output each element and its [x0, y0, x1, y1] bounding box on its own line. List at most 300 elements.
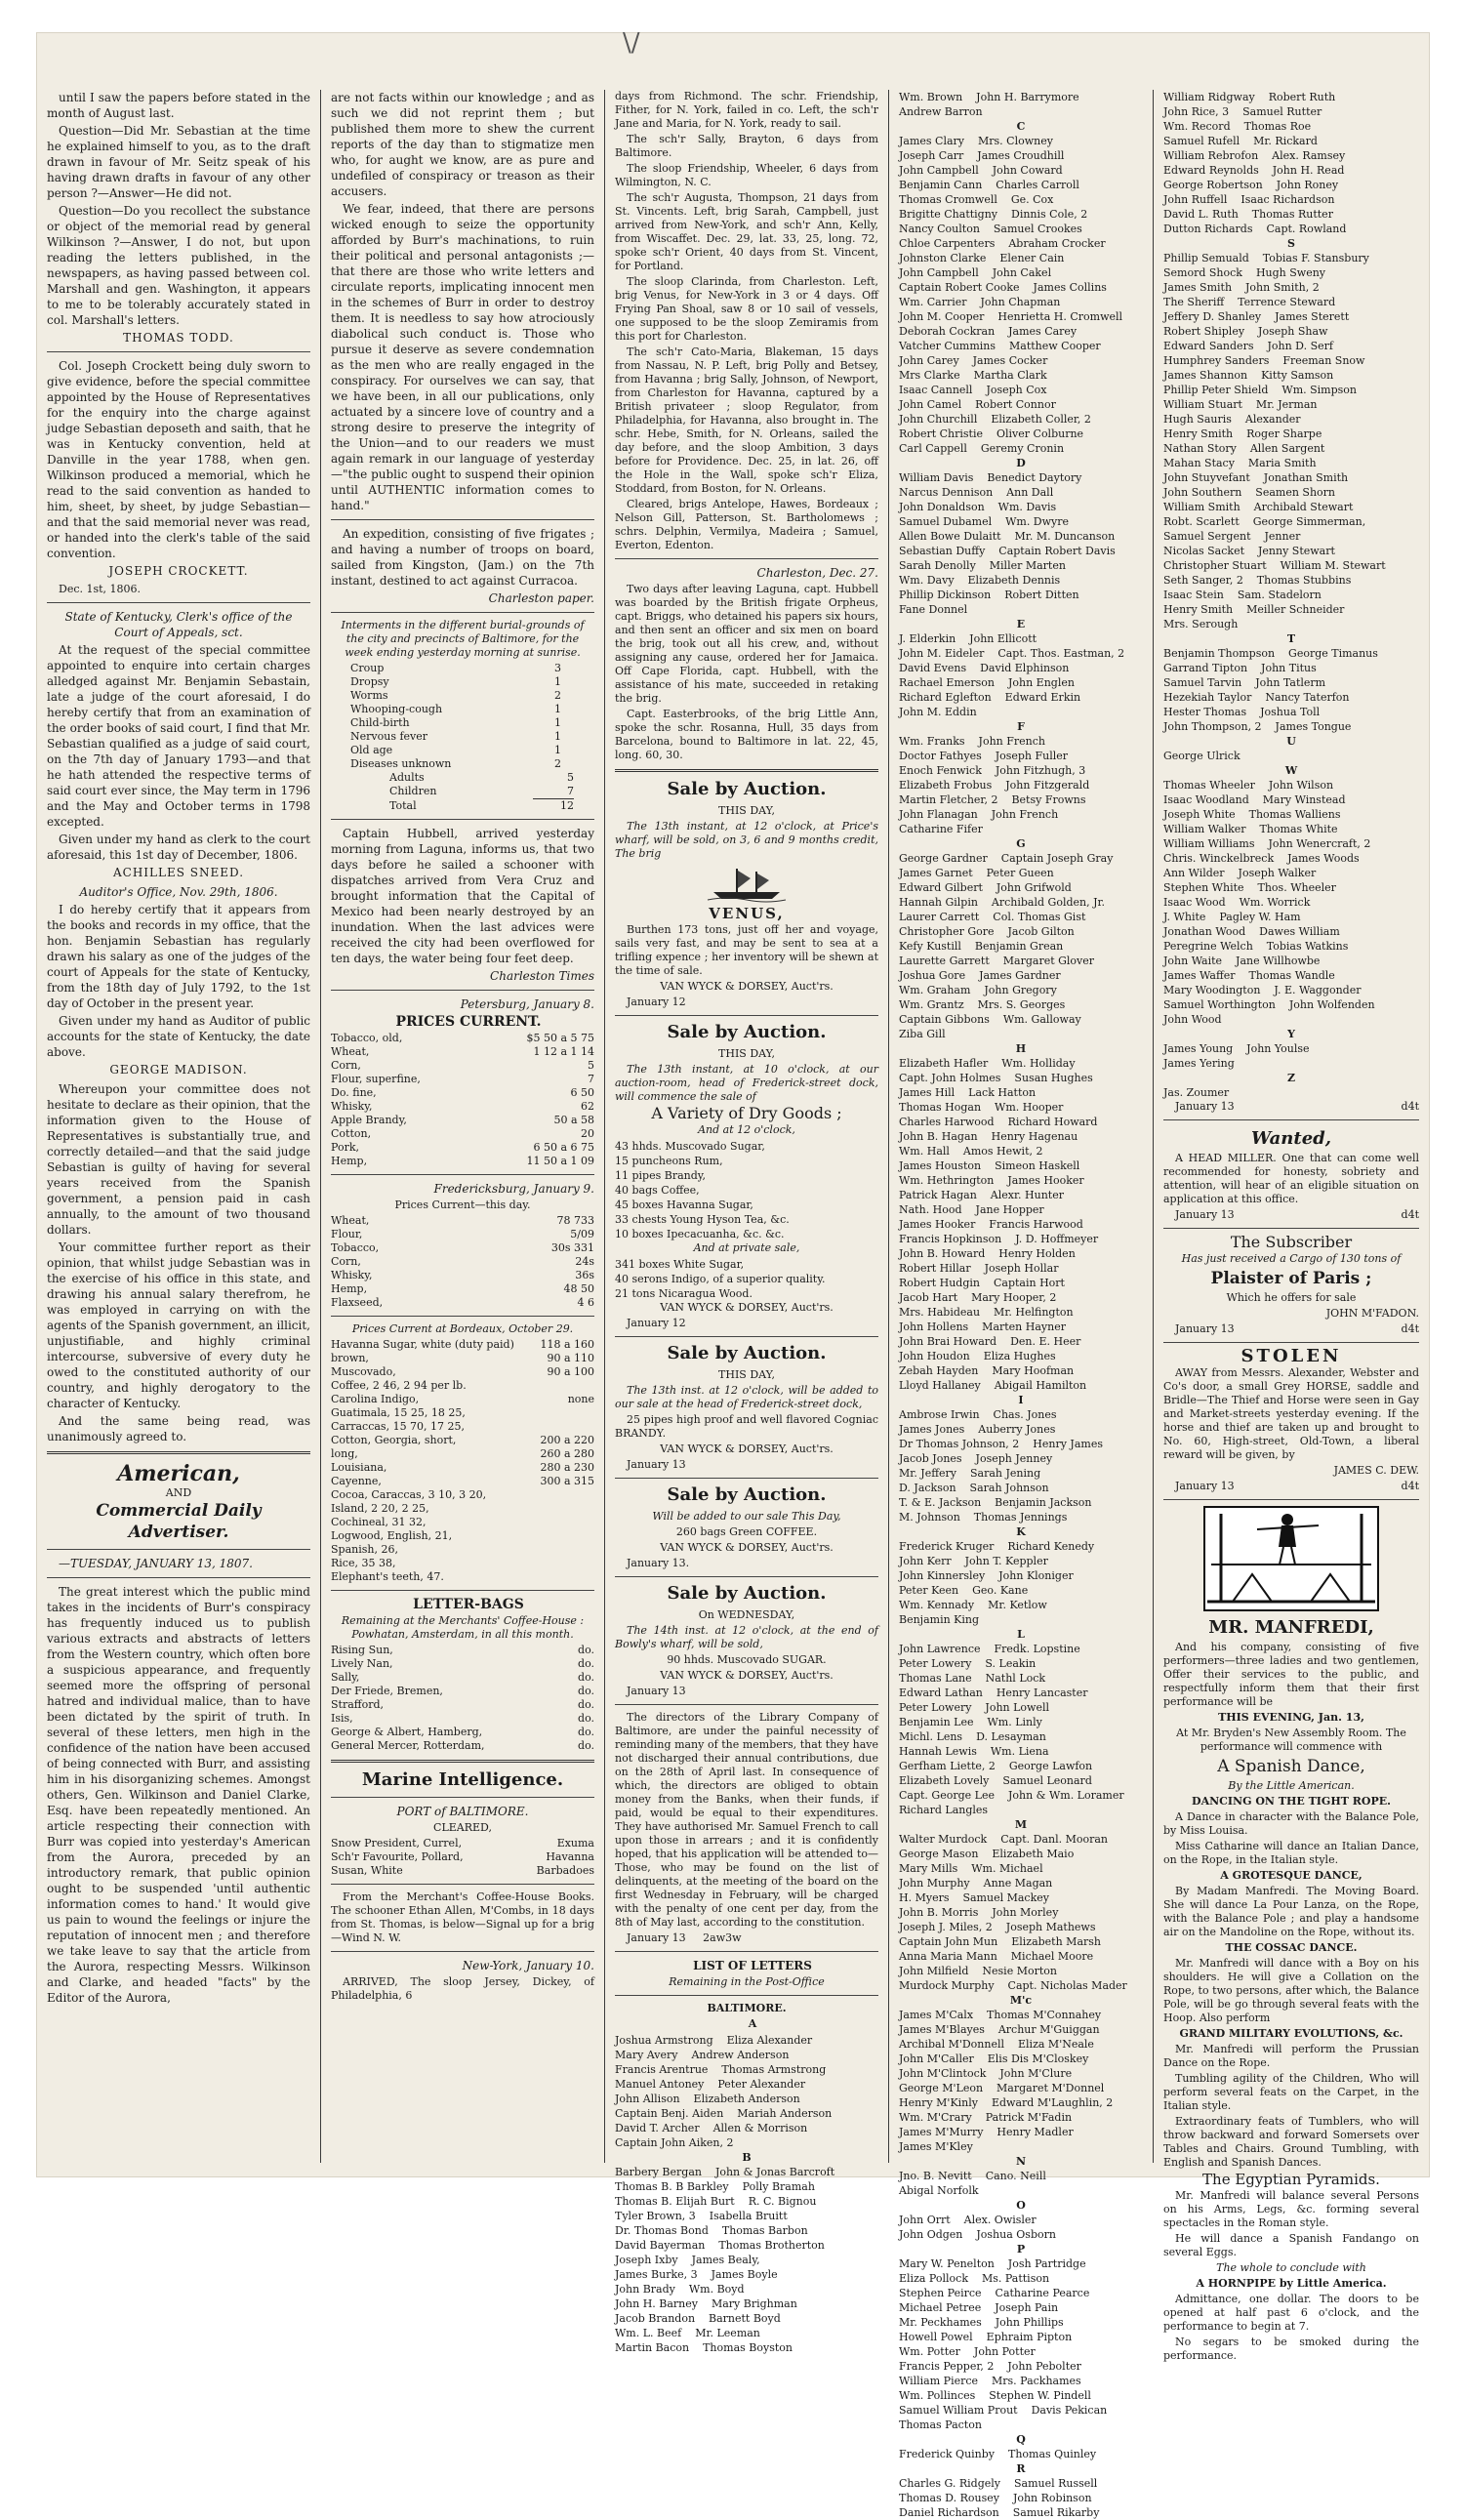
letter-entry: James Jones Auberry Jones — [899, 1423, 1056, 1436]
letter-entry: Ziba Gill — [899, 1028, 946, 1040]
letter-entry: John M'Caller Elis Dis M'Closkey — [899, 2053, 1089, 2065]
row-value: 5/09 — [570, 1228, 594, 1240]
price-row — [331, 1461, 594, 1475]
letter-entry: John Ruffell Isaac Richardson — [1163, 193, 1335, 206]
letters-section: T — [1286, 632, 1296, 645]
sale-body: 25 pipes high proof and well flavored Cogniac BRANDY. — [615, 1413, 878, 1440]
divider — [615, 1576, 878, 1577]
letter-entry: Peter Lowery S. Leakin — [899, 1657, 1037, 1670]
divider — [331, 1797, 594, 1798]
letter-entry: John Rice, 3 Samuel Rutter — [1163, 105, 1322, 118]
divider — [47, 1577, 310, 1578]
cleared-heading: CLEARED, — [433, 1821, 492, 1834]
row-label: Guatimala, 15 25, 18 25, — [331, 1406, 466, 1419]
row-value: 1 12 a 1 14 — [533, 1045, 594, 1058]
letter-entry: George Mason Elizabeth Maio — [899, 1848, 1075, 1860]
sale-terms: The 13th inst. at 12 o'clock, will be added to our sale at the head of Frederick-street dock, — [615, 1384, 878, 1410]
manfredi-body: Miss Catharine will dance an Italian Dance, on the Rope, in the Italian style. — [1163, 1840, 1419, 1866]
letter-bags-table — [331, 1644, 594, 1753]
letter-entry: Francis Pepper, 2 John Pebolter — [899, 2360, 1081, 2373]
letter-entry: M. Johnson Thomas Jennings — [899, 1511, 1068, 1524]
letter-entry: Joseph White Thomas Walliens — [1163, 808, 1341, 821]
letter-entry: David Bayerman Thomas Brotherton — [615, 2239, 825, 2252]
manfredi-feature: THE COSSAC DANCE. — [1225, 1941, 1358, 1954]
price-row — [331, 1241, 594, 1255]
divider — [47, 602, 310, 603]
letter-entry: Edward Sanders John D. Serf — [1163, 340, 1333, 352]
ship-woodcut-icon — [708, 865, 786, 902]
letter-bag-row — [331, 1698, 594, 1712]
letter-entry: John Stuyvefant Jonathan Smith — [1163, 471, 1349, 484]
row-value: Havanna — [546, 1850, 594, 1863]
sale-item: 11 pipes Brandy, — [615, 1169, 707, 1182]
sale-items-list — [615, 1257, 878, 1301]
subscriber-line: Which he offers for sale — [1226, 1291, 1357, 1304]
row-label: Tobacco, old, — [331, 1032, 403, 1044]
manfredi-feature: A Spanish Dance, — [1217, 1757, 1365, 1776]
letter-entry: John Orrt Alex. Owisler — [899, 2214, 1037, 2226]
ad-date: January 13 — [627, 1685, 686, 1697]
row-label: Worms — [350, 689, 388, 702]
paragraph: An expedition, consisting of five frigates ; and having a number of troops on board, sailed from Kingston, (Jam.) on the 7th instant, destined to act against Curracoa. — [331, 527, 594, 588]
letter-entry: Seth Sanger, 2 Thomas Stubbins — [1163, 574, 1352, 587]
letters-section: W — [1284, 764, 1298, 777]
row-label: Corn, — [331, 1059, 361, 1072]
column-3 — [605, 90, 888, 2354]
paragraph: The sch'r Cato-Maria, Blakeman, 15 days from Nassau, N. P. Left, brig Polly and Betsey, from Havanna ; brig Sally, Johnson, of Newport, from Charleston for Havanna, captured by a British privateer ; sloop Regulator, from Philadelphia, for Havanna, also brought in. The schr. Hebe, Smith, for N. Orleans, sailed the day before, and the sloop Ambition, 3 days before for Providence. Dec. 25, in lat. 26, off the Hole in the Wall, spoke sch'r Eliza, Stoddard, from Boston, for N. Orleans. — [615, 345, 878, 495]
auctioneer: VAN WYCK & DORSEY, Auct'rs. — [660, 1301, 834, 1314]
newspaper-page — [37, 28, 1429, 2519]
letter-entry: Robert Shipley Joseph Shaw — [1163, 325, 1328, 338]
row-value: Exuma — [556, 1837, 594, 1849]
letter-entry: Carl Cappell Geremy Cronin — [899, 442, 1065, 455]
letter-entry: T. & E. Jackson Benjamin Jackson — [899, 1496, 1092, 1509]
row-label: Cayenne, — [331, 1475, 382, 1487]
letter-entry: John M'Clintock John M'Clure — [899, 2067, 1073, 2080]
row-label: Nervous fever — [350, 730, 428, 743]
row-value: none — [567, 1393, 594, 1405]
letters-section: R — [1016, 2462, 1026, 2475]
letter-entry: Henry M'Kinly Edward M'Laughlin, 2 — [899, 2096, 1114, 2109]
paragraph: I do hereby certify that it appears from the books and records in my office, that the hon. Benjamin Sebastian has regularly drawn his salary as one of the judges of the court of Appeals for the state of Kentucky, from the 18th day of July 1792, to the 1st day of October in the present year. — [47, 903, 310, 1010]
row-label: Der Friede, Bremen, — [331, 1685, 443, 1697]
letter-entry: Captain John Mun Elizabeth Marsh — [899, 1935, 1101, 1948]
subscriber-product: Plaister of Paris ; — [1210, 1269, 1372, 1288]
letter-entry: Anna Maria Mann Michael Moore — [899, 1950, 1094, 1963]
letter-entry: Edward Reynolds John H. Read — [1163, 164, 1345, 177]
ad-date — [1163, 1480, 1419, 1493]
letter-entry: Wm. Brown John H. Barrymore — [899, 91, 1079, 103]
state-heading: State of Kentucky, Clerk's office of the Court of Appeals, sct. — [64, 610, 293, 639]
letter-entry: Daniel Richardson Samuel Rikarby — [899, 2506, 1100, 2519]
letter-entry: Capt. John Holmes Susan Hughes — [899, 1072, 1093, 1084]
letter-entry: Francis Hopkinson J. D. Hoffmeyer — [899, 1233, 1099, 1245]
row-label: Cotton, Georgia, short, — [331, 1434, 457, 1446]
price-row — [331, 1543, 594, 1557]
letter-entry: Isaac Woodland Mary Winstead — [1163, 793, 1346, 806]
interment-row — [350, 675, 561, 689]
letter-entry: Murdock Murphy Capt. Nicholas Mader — [899, 1979, 1127, 1992]
row-label: Tobacco, — [331, 1241, 380, 1254]
prices-subheading: Prices Current—this day. — [394, 1199, 531, 1211]
letter-entry: Enoch Fenwick John Fitzhugh, 3 — [899, 764, 1086, 777]
price-row — [331, 1557, 594, 1570]
letter-entry: Wm. Pollinces Stephen W. Pindell — [899, 2389, 1091, 2402]
letter-entry: Stephen Peirce Catharine Pearce — [899, 2287, 1090, 2299]
letters-section: P — [1016, 2243, 1026, 2256]
ad-date — [1163, 1322, 1419, 1336]
row-value: 1 — [554, 675, 561, 688]
divider — [615, 1704, 878, 1705]
row-label: Flaxseed, — [331, 1296, 384, 1309]
letter-entry: Thomas B. Elijah Burt R. C. Bignou — [615, 2195, 817, 2208]
stolen-signature: JAMES C. DEW. — [1333, 1464, 1419, 1477]
letter-entry: Richard Langles — [899, 1804, 989, 1816]
letter-entry: Nathan Story Allen Sargent — [1163, 442, 1325, 455]
ad-date — [1163, 1208, 1419, 1222]
row-label: Spanish, 26, — [331, 1543, 398, 1556]
letter-entry: Andrew Barron — [899, 105, 983, 118]
coffee-house-note: From the Merchant's Coffee-House Books. The schooner Ethan Allen, M'Combs, in 18 days from St. Thomas, is below—Signal up for a brig—Wind N. W. — [331, 1890, 594, 1944]
letter-entry: H. Myers Samuel Mackey — [899, 1891, 1049, 1904]
row-value — [534, 1406, 594, 1420]
letter-entry: Mr. Jeffery Sarah Jening — [899, 1467, 1041, 1480]
letter-bag-row — [331, 1712, 594, 1726]
ship-name: VENUS, — [709, 905, 785, 922]
paragraph: Col. Joseph Crockett being duly sworn to give evidence, before the special committee appointed by the House of Representatives for the enquiry into the charge against judge Sebastian deposeth and saith, that he was in Kentucky convention, held at Danville in the year 1788, when gen. Wilkinson produced a memorial, which he read to the said convention as handed to him, sheet, by sheet, by judge Sebastian—and that the said memorial never was read, or handed into the clerk's table of the said convention. — [47, 359, 310, 560]
divider — [615, 1995, 878, 1996]
paragraph: are not facts within our knowledge ; and as such we did not reprint them ; but published them more to shew the current reports of the day than to stigmatize men who, for aught we know, are as pure and undefiled of conspiracy or treason as their accusers. — [331, 91, 594, 198]
signature: ACHILLES SNEED. — [112, 866, 245, 879]
letter-entry: John Wood — [1163, 1013, 1222, 1026]
row-value: do. — [578, 1726, 594, 1738]
divider — [615, 1951, 878, 1952]
letter-entry: Henry Smith Meiller Schneider — [1163, 603, 1345, 616]
letter-entry: Ann Wilder Joseph Walker — [1163, 867, 1317, 879]
letters-section: U — [1286, 735, 1296, 748]
auctioneer: VAN WYCK & DORSEY, Auct'rs. — [660, 980, 834, 993]
letter-bag-row — [331, 1726, 594, 1739]
letter-entry: John Camel Robert Connor — [899, 398, 1056, 411]
letters-section: L — [1017, 1628, 1025, 1641]
letter-entry: John Flanagan John French — [899, 808, 1059, 821]
sale-goods-heading: A Variety of Dry Goods ; — [651, 1104, 842, 1122]
letter-entry: Captain Robert Cooke James Collins — [899, 281, 1107, 294]
letter-entry: Barbery Bergan John & Jonas Barcroft — [615, 2166, 835, 2178]
letter-entry: Nicolas Sacket Jenny Stewart — [1163, 545, 1335, 557]
masthead-subtitle: Commercial Daily Advertiser. — [96, 1501, 262, 1542]
price-row — [331, 1529, 594, 1543]
ad-date — [1163, 1100, 1419, 1114]
ad-code: d4t — [1401, 1100, 1419, 1113]
row-value — [534, 1516, 594, 1529]
paragraph: Two days after leaving Laguna, capt. Hubbell was boarded by the British frigate Orpheus, capt. Briggs, who detained his papers six hours, and then sent an officer and six men on board the brig, took out all his crew, and, without assigning any cause, ordered her for Jamaica. Off Cape Florida, capt. Hubbell, with the assistance of his mate, succeeded in retaking the brig. — [615, 583, 878, 705]
letter-entry: Wm. Graham John Gregory — [899, 984, 1057, 996]
price-row — [331, 1352, 594, 1365]
price-row — [331, 1488, 594, 1502]
paragraph: Whereupon your committee does not hesitate to declare as their opinion, that the information given to the House of Representatives is substantially true, and correctly detailed—and that the said judge Sebastian is guilty of having for several years received from the Spanish government, a pension paid in cash annually, to the amount of two thousand dollars. — [47, 1082, 310, 1237]
paragraph: Cleared, brigs Antelope, Hawes, Bordeaux ; Nelson Gill, Patterson, St. Bartholomews ; schrs. Delphin, Vermilya, Madeira ; Samuel, Everton, Edenton. — [615, 498, 878, 551]
letter-entry: James Hooker Francis Harwood — [899, 1218, 1083, 1231]
paragraph: Capt. Easterbrooks, of the brig Little Ann, spoke the schr. Rosanna, Hull, 35 days from Barcelona, bound to Baltimore in lat. 22, 45, long. 60, 30. — [615, 708, 878, 761]
letter-bag-row — [331, 1657, 594, 1671]
letter-entry: Robert Hillar Joseph Hollar — [899, 1262, 1059, 1275]
letter-entry: James Yering — [1163, 1057, 1235, 1070]
letters-section: H — [1015, 1042, 1027, 1055]
row-value — [534, 1502, 594, 1516]
signature: GEORGE MADISON. — [109, 1063, 248, 1077]
row-value: 48 50 — [563, 1282, 594, 1295]
letter-entry: Abigal Norfolk — [899, 2184, 979, 2197]
divider — [615, 769, 878, 772]
letter-entry: Mary W. Penelton Josh Partridge — [899, 2257, 1086, 2270]
paragraph: Given under my hand as Auditor of public accounts for the state of Kentucky, the date above. — [47, 1014, 310, 1059]
price-row — [331, 1296, 594, 1310]
letter-entry: John B. Howard Henry Holden — [899, 1247, 1076, 1260]
divider — [331, 1884, 594, 1885]
letter-bags-subheading: Remaining at the Merchants' Coffee-House : Powhatan, Amsterdam, in all this month. — [341, 1614, 585, 1641]
row-value: 24s — [575, 1255, 594, 1268]
letter-entry: John B. Hagan Henry Hagenau — [899, 1130, 1078, 1143]
interment-row — [350, 730, 561, 744]
letter-entry: Benjamin King — [899, 1613, 980, 1626]
row-value: do. — [578, 1739, 594, 1752]
sale-item: 40 bags Coffee, — [615, 1184, 700, 1197]
letter-entry: Mary Mills Wm. Michael — [899, 1862, 1043, 1875]
date: January 13 — [1175, 1100, 1235, 1113]
letter-entry: Jno. B. Nevitt Cano. Neill — [899, 2170, 1046, 2182]
label: Children — [389, 785, 437, 797]
manfredi-body: A Dance in character with the Balance Pole, by Miss Louisa. — [1163, 1810, 1419, 1837]
interments-heading: Interments in the different burial-grounds of the city and precincts of Baltimore, for the week ending yesterday morning at sunrise. — [341, 619, 585, 659]
letter-entry: Eliza Pollock Ms. Pattison — [899, 2272, 1050, 2285]
row-label: Snow President, Currel, — [331, 1837, 463, 1849]
divider — [615, 1478, 878, 1479]
letter-entry: Jacob Jones Joseph Jenney — [899, 1452, 1053, 1465]
letter-entry: John M. Eddin — [899, 706, 977, 718]
divider — [615, 558, 878, 559]
letter-entry: John Murphy Anne Magan — [899, 1877, 1053, 1890]
letter-entry: John Odgen Joshua Osborn — [899, 2228, 1056, 2241]
row-label: Whisky, — [331, 1269, 373, 1281]
row-value — [534, 1488, 594, 1502]
letter-entry: Jonathan Wood Dawes William — [1163, 925, 1340, 938]
interment-row — [350, 716, 561, 730]
row-value — [534, 1557, 594, 1570]
letter-entry: Isaac Stein Sam. Stadelorn — [1163, 589, 1322, 601]
manfredi-feature: DANCING ON THE TIGHT ROPE. — [1192, 1795, 1391, 1808]
letter-entry: James M'Murry Henry Madler — [899, 2126, 1074, 2138]
value: 5 — [567, 771, 574, 784]
manfredi-feature: A GROTESQUE DANCE, — [1220, 1869, 1362, 1882]
paragraph: The sch'r Sally, Brayton, 6 days from Baltimore. — [615, 133, 878, 159]
letter-entry: William Walker Thomas White — [1163, 823, 1338, 835]
letter-entry: Humphrey Sanders Freeman Snow — [1163, 354, 1365, 367]
paragraph: Captain Hubbell, arrived yesterday morning from Laguna, informs us, that two days before he sailed a schooner with dispatches arrived from Vera Cruz and brought information that the Capital of Mexico had been nearly destroyed by an inundation. When the last advices were received the city had been overflowed for ten days, the water being four feet deep. — [331, 827, 594, 965]
letter-entry: Benjamin Thompson George Timanus — [1163, 647, 1378, 660]
letter-entry: Wm. Davy Elizabeth Dennis — [899, 574, 1061, 587]
divider — [47, 351, 310, 352]
price-row — [331, 1255, 594, 1269]
divider — [331, 990, 594, 991]
letter-entry: Hugh Sauris Alexander — [1163, 413, 1301, 426]
letter-entry: Allen Bowe Dulaitt Mr. M. Duncanson — [899, 530, 1116, 543]
letters-section: M'c — [1009, 1994, 1033, 2007]
letter-entry: James Garnet Peter Gueen — [899, 867, 1054, 879]
letter-entry: Wm. M'Crary Patrick M'Fadin — [899, 2111, 1073, 2124]
letter-entry: Chloe Carpenters Abraham Crocker — [899, 237, 1106, 250]
letter-entry: John Campbell John Cakel — [899, 266, 1052, 279]
sale-item: 341 boxes White Sugar, — [615, 1258, 745, 1271]
row-value: 62 — [581, 1100, 594, 1113]
divider — [331, 1174, 594, 1175]
letter-entry: Thomas Cromwell Ge. Cox — [899, 193, 1054, 206]
price-row — [331, 1155, 594, 1168]
letter-entry: James M'Calx Thomas M'Connahey — [899, 2009, 1102, 2021]
row-value: 50 a 58 — [553, 1114, 594, 1126]
dateline: Charleston, Dec. 27. — [756, 566, 878, 580]
price-row — [331, 1269, 594, 1282]
letter-entry: Elizabeth Hafler Wm. Holliday — [899, 1057, 1076, 1070]
letter-entry: Dutton Richards Capt. Rowland — [1163, 223, 1347, 235]
letter-entry: William Stuart Mr. Jerman — [1163, 398, 1318, 411]
row-value: 4 6 — [577, 1296, 594, 1309]
letter-entry: Gerfham Liette, 2 George Lawfon — [899, 1760, 1093, 1772]
letter-entry: Thomas Wheeler John Wilson — [1163, 779, 1334, 792]
manfredi-body: No segars to be smoked during the performance. — [1163, 2336, 1419, 2362]
letter-entry: Mrs. Serough — [1163, 618, 1239, 630]
letter-entry: Mrs Clarke Martha Clark — [899, 369, 1047, 382]
ad-code: d4t — [1401, 1322, 1419, 1335]
letter-entry: Thomas Hogan Wm. Hooper — [899, 1101, 1064, 1114]
subscriber-line: Has just received a Cargo of 130 tons of — [1181, 1252, 1402, 1265]
row-label: Cotton, — [331, 1127, 372, 1140]
sale-body: 90 hhds. Muscovado SUGAR. — [667, 1653, 827, 1666]
letter-entry: Vatcher Cummins Matthew Cooper — [899, 340, 1101, 352]
letter-entry: Laurer Carrett Col. Thomas Gist — [899, 911, 1086, 923]
letter-entry: Mr. Peckhames John Phillips — [899, 2316, 1064, 2329]
row-label: Cochineal, 31 32, — [331, 1516, 427, 1528]
letter-entry: Sebastian Duffy Captain Robert Davis — [899, 545, 1116, 557]
letter-entry: James Houston Simeon Haskell — [899, 1159, 1080, 1172]
row-label: Muscovado, — [331, 1365, 396, 1378]
price-row — [331, 1420, 594, 1434]
row-label: Sally, — [331, 1671, 360, 1684]
letter-entry: Stephen White Thos. Wheeler — [1163, 881, 1336, 894]
letter-entry: Jeffery D. Shanley James Sterett — [1163, 310, 1350, 323]
letter-entry: William Smith Archibald Stewart — [1163, 501, 1354, 513]
letter-entry: The Sheriff Terrence Steward — [1163, 296, 1336, 308]
letters-list — [1163, 90, 1419, 1100]
sale-heading: Sale by Auction. — [667, 1022, 827, 1042]
letter-entry: Johnston Clarke Elener Cain — [899, 252, 1065, 264]
letter-entry: David Evens David Elphinson — [899, 662, 1070, 674]
row-value: 300 a 315 — [540, 1475, 594, 1487]
cleared-row — [331, 1837, 594, 1850]
letter-entry: James Shannon Kitty Samson — [1163, 369, 1334, 382]
letter-entry: Tyler Brown, 3 Isabella Bruitt — [615, 2210, 788, 2222]
letter-entry: Manuel Antoney Peter Alexander — [615, 2078, 806, 2091]
letter-bags-heading: LETTER-BAGS — [413, 1597, 524, 1612]
price-row — [331, 1214, 594, 1228]
row-value: do. — [578, 1644, 594, 1656]
row-label: Rising Sun, — [331, 1644, 393, 1656]
letter-entry: Francis Arentrue Thomas Armstrong — [615, 2063, 827, 2076]
row-value: do. — [578, 1698, 594, 1711]
row-label: Dropsy — [350, 675, 389, 688]
letter-entry: Phillip Semuald Tobias F. Stansbury — [1163, 252, 1369, 264]
row-label: Isis, — [331, 1712, 353, 1725]
masthead-and: AND — [165, 1486, 192, 1499]
row-label: Rice, 35 38, — [331, 1557, 396, 1569]
manfredi-body: And his company, consisting of five performers—three ladies and two gentlemen, Offer their services to the public, and respectfully inform them that their first performance will be — [1163, 1641, 1419, 1708]
subscriber-heading: The Subscriber — [1230, 1233, 1353, 1251]
letter-entry: Frederick Kruger Richard Kenedy — [899, 1540, 1095, 1553]
subscriber-signature: JOHN M'FADON. — [1325, 1307, 1419, 1320]
row-label: Apple Brandy, — [331, 1114, 407, 1126]
letter-bag-row — [331, 1644, 594, 1657]
wanted-body: A HEAD MILLER. One that can come well recommended for honesty, sobriety and attention, will hear of an eligible situation on application at this office. — [1163, 1152, 1419, 1205]
letters-city: BALTIMORE. — [707, 2002, 787, 2014]
divider — [331, 1316, 594, 1317]
letters-section: F — [1017, 720, 1025, 733]
row-label: Elephant's teeth, 47. — [331, 1570, 444, 1583]
letter-entry: Chris. Winckelbreck James Woods — [1163, 852, 1360, 865]
letter-entry: Mary Avery Andrew Anderson — [615, 2049, 790, 2061]
row-label: Croup — [350, 662, 385, 674]
manfredi-heading: MR. MANFREDI, — [1208, 1617, 1374, 1638]
row-value: 5 — [588, 1059, 594, 1072]
row-label: Wheat, — [331, 1045, 370, 1058]
letter-entry: J. White Pagley W. Ham — [1163, 911, 1301, 923]
row-value: 30s 331 — [550, 1241, 594, 1254]
manfredi-body: Mr. Manfredi will perform the Prussian Dance on the Rope. — [1163, 2043, 1419, 2069]
letters-section: Q — [1016, 2433, 1026, 2446]
divider — [331, 819, 594, 820]
letter-bag-row — [331, 1671, 594, 1685]
letter-entry: John Churchill Elizabeth Coller, 2 — [899, 413, 1091, 426]
price-row — [331, 1228, 594, 1241]
divider — [1163, 1499, 1419, 1500]
sale-item: 43 hhds. Muscovado Sugar, — [615, 1140, 765, 1153]
letter-entry: John Carey James Cocker — [899, 354, 1048, 367]
row-label: Havanna Sugar, white (duty paid) — [331, 1338, 514, 1351]
paragraph: Your committee further report as their opinion, that whilst judge Sebastian was in the exercise of his office in this state, and drawing his annual salary therefrom, he was employed in carrying on with the agents of the Spanish government, an illicit, unjustifiable, and highly criminal intercourse, subversive of every duty he owed to the constituted authority of our country, and highly derogatory to the character of Kentucky. — [47, 1240, 310, 1410]
row-label: Island, 2 20, 2 25, — [331, 1502, 429, 1515]
ad-date: January 13 — [627, 1458, 686, 1471]
letter-entry: Mrs. Habideau Mr. Helfington — [899, 1306, 1074, 1319]
letter-entry: John Waite Jane Willhowbe — [1163, 955, 1321, 967]
divider — [615, 1336, 878, 1337]
row-label: brown, — [331, 1352, 369, 1364]
ad-date — [615, 1931, 878, 1945]
sale-body: Burthen 173 tons, just off her and voyage, sails very fast, and may be sent to sea at a trifling expence ; her inventory will be shewn at the time of sale. — [615, 923, 878, 977]
letter-bag-row — [331, 1739, 594, 1753]
paragraph: until I saw the papers before stated in the month of August last. — [47, 91, 310, 120]
manfredi-body: Admittance, one dollar. The doors to be opened at half past 6 o'clock, and the performance to begin at 7. — [1163, 2293, 1419, 2333]
row-value: 3 — [554, 662, 561, 674]
row-label: George & Albert, Hamberg, — [331, 1726, 483, 1738]
letter-entry: Wm. Franks John French — [899, 735, 1045, 748]
price-row — [331, 1073, 594, 1086]
letter-entry: Isaac Wood Wm. Worrick — [1163, 896, 1311, 909]
manfredi-feature: The Egyptian Pyramids. — [1202, 2171, 1380, 2188]
letter-entry: Elizabeth Frobus John Fitzgerald — [899, 779, 1090, 792]
letters-section: E — [1016, 618, 1026, 630]
interment-row — [350, 689, 561, 703]
letter-entry: John Allison Elizabeth Anderson — [615, 2093, 800, 2105]
paragraph: At the request of the special committee appointed to enquire into certain charges alledged against Mr. Benjamin Sebastain, late a judge of the court aforesaid, I do hereby certify that from an examination of the order books of said court, I find that Mr. Sebastian qualified as a judge of said court, on the 7th day of January 1793—and that he hath attended the respective terms of said court ever since, the May term in 1796 and the May and October terms in 1798 excepted. — [47, 643, 310, 829]
